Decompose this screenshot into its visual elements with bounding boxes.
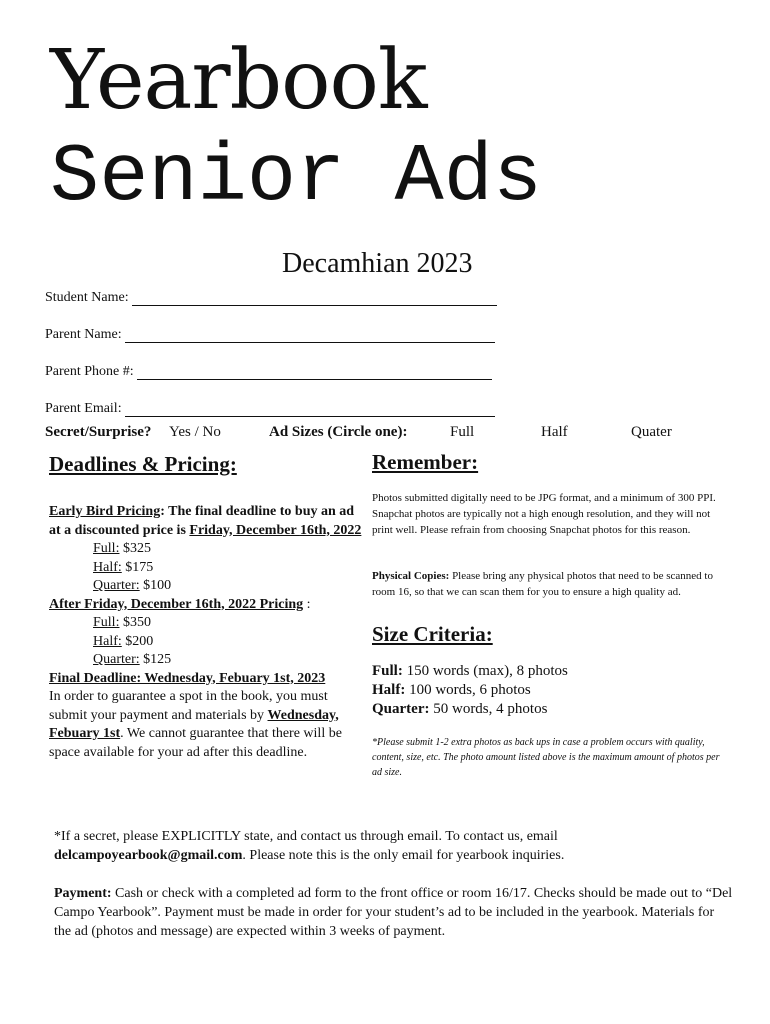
size-label: Quarter:: [372, 701, 430, 717]
early-bird-section: [49, 503, 369, 762]
student-name-line[interactable]: [132, 291, 497, 306]
size-criteria-quarter: [372, 700, 568, 719]
parent-phone-label: Parent Phone #:: [45, 364, 134, 379]
remember-para2: [372, 568, 727, 600]
final-text-b: . We cannot guarantee that there will be space available for your ad after this deadline.: [49, 726, 342, 760]
payment-note: [54, 884, 734, 941]
secret-note: [54, 827, 734, 865]
subtitle: Decamhian 2023: [282, 248, 473, 279]
after-pricing-label: After Friday, December 16th, 2022 Pricing: [49, 596, 304, 612]
size-label: Half:: [372, 682, 406, 698]
size-label: Full:: [372, 663, 403, 679]
price-label: Half:: [93, 633, 122, 649]
size-criteria-half: [372, 681, 568, 700]
early-bird-date: Friday, December: [189, 522, 300, 538]
early-price-half: [49, 559, 369, 578]
size-criteria-full: [372, 662, 568, 681]
after-price-half: [49, 633, 369, 652]
early-price-quarter: [49, 577, 369, 596]
price-value: $100: [139, 578, 172, 593]
secret-label: Secret/Surprise?: [45, 424, 152, 440]
contact-email-link[interactable]: delcampoyearbook@gmail.com: [54, 848, 243, 863]
remember-heading: Remember:: [372, 450, 479, 474]
final-deadline-label: Final Deadline: Wednesday, Febuary 1st, 2023: [49, 670, 326, 686]
price-label: Full:: [93, 541, 120, 556]
price-value: $350: [119, 615, 151, 630]
size-text: 100 words, 6 photos: [405, 682, 531, 698]
price-label: Quarter:: [93, 652, 140, 667]
final-text-a: In order to guarantee a spot in the book, you must submit your payment and materials by: [49, 689, 328, 723]
physical-copies-label: Physical Copies:: [372, 570, 450, 582]
secret-note-a: *If a secret, please EXPLICITLY state, and contact us through email. To contact us, email: [54, 829, 558, 844]
size-criteria-heading: Size Criteria:: [372, 622, 493, 646]
parent-name-label: Parent Name:: [45, 327, 122, 342]
secret-and-size-row: [45, 424, 735, 444]
parent-email-field[interactable]: [45, 401, 495, 417]
price-label: Full:: [93, 615, 120, 630]
deadlines-heading: Deadlines & Pricing:: [49, 452, 237, 476]
size-option-half[interactable]: Half: [541, 424, 568, 440]
title-senior-ads: Senior Ads: [50, 131, 543, 224]
size-option-full[interactable]: Full: [450, 424, 475, 440]
price-value: $200: [121, 633, 154, 649]
after-pricing-heading: [49, 596, 369, 615]
student-name-field[interactable]: [45, 290, 497, 306]
title-yearbook: Yearbook: [50, 33, 427, 128]
parent-name-field[interactable]: [45, 327, 495, 343]
secret-note-b: . Please note this is the only email for yearbook inquiries.: [242, 848, 565, 863]
early-bird-text: [49, 503, 369, 540]
parent-name-line[interactable]: [125, 328, 495, 343]
size-text: 150 words (max), 8 photos: [402, 663, 568, 679]
student-name-label: Student Name:: [45, 290, 129, 305]
parent-phone-line[interactable]: [137, 365, 492, 380]
parent-phone-field[interactable]: [45, 364, 492, 380]
size-criteria-list: [372, 662, 568, 719]
size-option-quarter[interactable]: Quater: [631, 424, 672, 440]
remember-para1: Photos submitted digitally need to be JPG format, and a minimum of 300 PPI. Snapchat photos are typically not a high enough resolution, and they will not print well. Please refrain from choosing Snapchat photos for this reason.: [372, 492, 716, 536]
early-bird-label: Early Bird Pricing: [49, 504, 161, 519]
price-value: $175: [121, 559, 154, 575]
size-text: 50 words, 4 photos: [429, 701, 548, 717]
secret-options[interactable]: Yes / No: [169, 424, 221, 440]
price-value: $125: [139, 652, 172, 667]
payment-label: Payment:: [54, 886, 112, 901]
parent-email-label: Parent Email:: [45, 401, 122, 416]
parent-email-line[interactable]: [125, 402, 495, 417]
price-label: Quarter:: [93, 578, 140, 593]
payment-text: Cash or check with a completed ad form to the front office or room 16/17. Checks should be made out to “Del Campo Yearbook”. Payment must be made in order for your student’s ad to be included in the yearbook. Materials for the ad (photos and message) are expected within 3 weeks of payment.: [54, 886, 733, 939]
final-date-a: Wednesday,: [267, 707, 339, 723]
price-value: $325: [119, 541, 151, 556]
after-price-quarter: [49, 651, 369, 670]
final-deadline-text: [49, 688, 369, 762]
early-bird-date-b: 16th, 2022: [299, 522, 362, 538]
early-bird-desc: : The final deadline to buy an ad at a discounted price is: [49, 504, 355, 538]
physical-copies-text: Please bring any physical photos that need to be scanned to room 16, so that we can scan them for you to ensure a high quality ad.: [372, 570, 713, 598]
after-price-full: [49, 614, 369, 633]
ad-sizes-label: Ad Sizes (Circle one):: [269, 424, 408, 440]
after-pricing-colon: :: [303, 596, 311, 612]
size-criteria-note: *Please submit 1-2 extra photos as back ups in case a problem occurs with quality, content, size, etc. The photo amount listed above is the maximum amount of photos per ad size.: [372, 737, 720, 778]
early-price-full: [49, 540, 369, 559]
price-label: Half:: [93, 559, 122, 575]
final-date-b: Febuary 1st: [49, 726, 121, 741]
